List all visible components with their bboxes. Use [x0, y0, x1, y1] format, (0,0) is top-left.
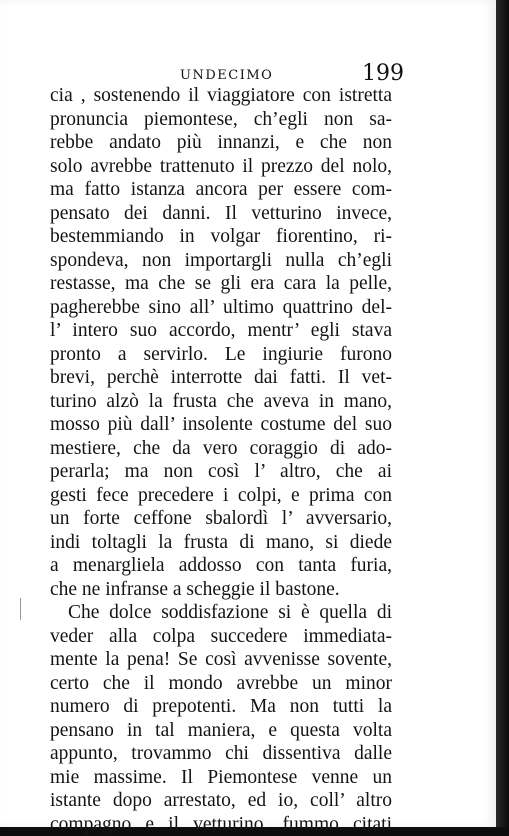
text-line: solo avrebbe trattenuto il prezzo del nolo,	[50, 155, 392, 179]
text-line: gesti fece precedere i colpi, e prima con	[50, 484, 392, 508]
text-line: appunto, trovammo chi dissentiva dalle	[50, 742, 392, 766]
text-line: ma fatto istanza ancora per essere com-	[50, 178, 392, 202]
text-line: cia , sostenendo il viaggiatore con istretta	[50, 84, 392, 108]
text-line: veder alla colpa succedere immediata-	[50, 625, 392, 649]
text-line: pensano in tal maniera, e questa volta	[50, 719, 392, 743]
text-line: mestiere, che da vero coraggio di ado-	[50, 437, 392, 461]
text-line: un forte ceffone sbalordì l’ avversario,	[50, 507, 392, 531]
text-line: Che dolce soddisfazione si è quella di	[50, 601, 392, 625]
text-line: restasse, ma che se gli era cara la pelle,	[50, 272, 392, 296]
text-line: compagno e il vetturino, fummo citati	[50, 813, 392, 836]
text-line: mente la pena! Se così avvenisse sovente,	[50, 648, 392, 672]
text-line: pensato dei danni. Il vetturino invece,	[50, 202, 392, 226]
text-line: a menargliela addosso con tanta furia,	[50, 554, 392, 578]
text-line: pronuncia piemontese, ch’egli non sa-	[50, 108, 392, 132]
page-number: 199	[362, 61, 404, 86]
running-head: UNDECIMO	[180, 68, 273, 83]
scan-background-edge	[496, 0, 509, 827]
text-line: istante dopo arrestato, ed io, coll’ altro	[50, 789, 392, 813]
text-line: indi toltagli la frusta di mano, si diede	[50, 531, 392, 555]
text-line: mosso più dall’ insolente costume del suo	[50, 413, 392, 437]
margin-mark	[20, 598, 21, 620]
text-line: che ne infranse a scheggie il bastone.	[50, 578, 392, 602]
text-line: turino alzò la frusta che aveva in mano,	[50, 390, 392, 414]
text-line: spondeva, non importargli nulla ch’egli	[50, 249, 392, 273]
text-line: pronto a servirlo. Le ingiurie furono	[50, 343, 392, 367]
text-line: pagherebbe sino all’ ultimo quattrino del-	[50, 296, 392, 320]
body-text	[50, 84, 392, 836]
text-line: brevi, perchè interrotte dai fatti. Il vet-	[50, 366, 392, 390]
text-line: numero di prepotenti. Ma non tutti la	[50, 695, 392, 719]
text-line: rebbe andato più innanzi, e che non	[50, 131, 392, 155]
text-line: bestemmiando in volgar fiorentino, ri-	[50, 225, 392, 249]
text-line: certo che il mondo avrebbe un minor	[50, 672, 392, 696]
text-line: l’ intero suo accordo, mentr’ egli stava	[50, 319, 392, 343]
text-line: perarla; ma non così l’ altro, che ai	[50, 460, 392, 484]
text-line: mie massime. Il Piemontese venne un	[50, 766, 392, 790]
